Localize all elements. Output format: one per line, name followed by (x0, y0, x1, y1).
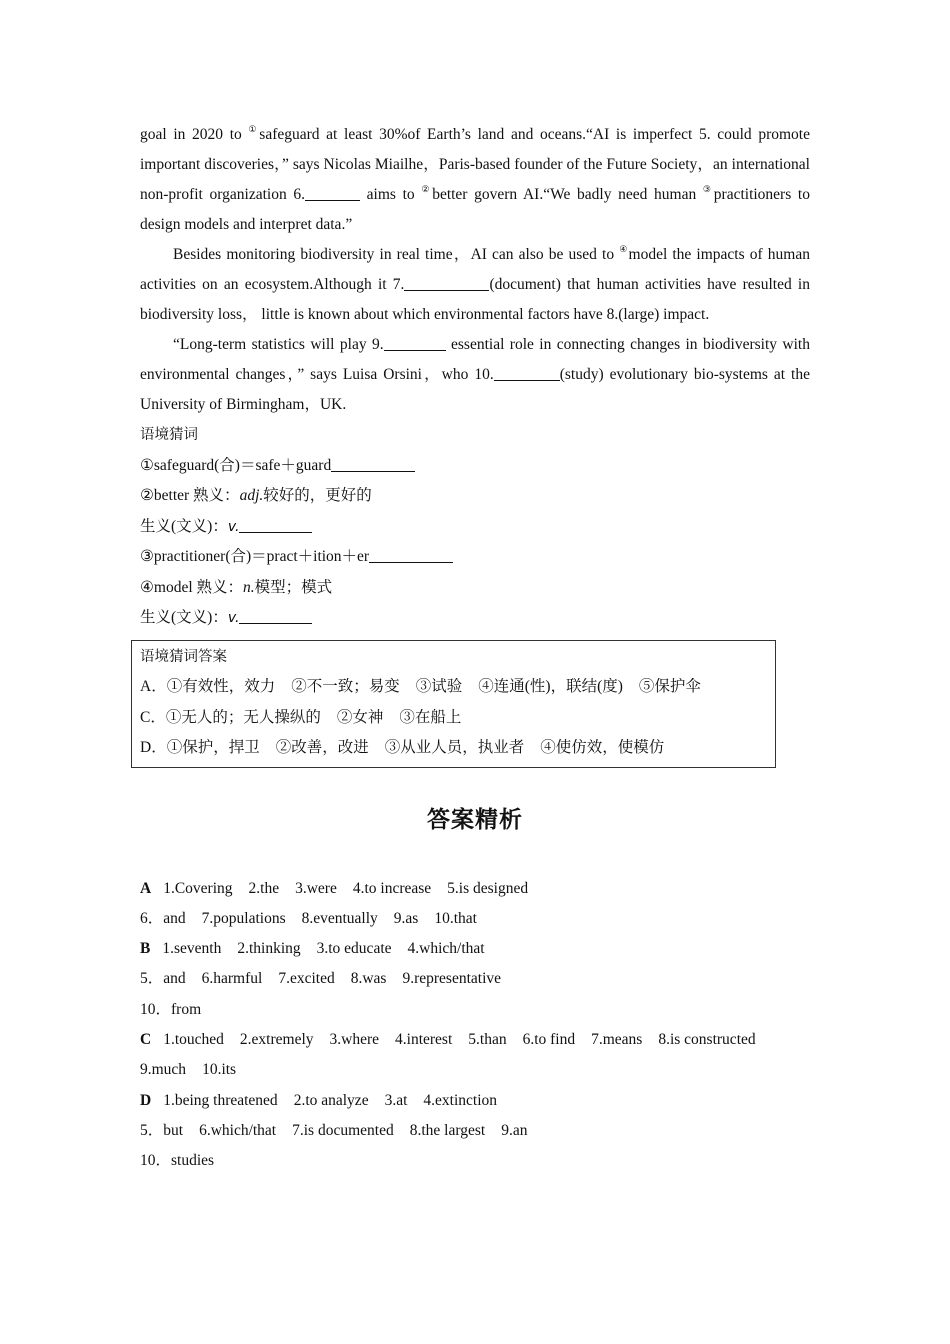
answer-box-row-c: C．①无人的；无人操纵的 ②女神 ③在船上 (140, 708, 462, 726)
answer-row (140, 874, 810, 904)
blank-6[interactable] (305, 184, 360, 201)
answers-title: 答案精析 (427, 806, 523, 833)
answer-row (140, 1086, 810, 1116)
answer-row (140, 1055, 810, 1085)
passage-paragraph-3: “Long-term statistics will play 9. essential role in connecting changes in biodiversity with environmental changes，” says Luisa Orsini，who 10. (study) evolutionary bio-systems at the University of Birmingham，UK. (140, 336, 810, 413)
answer-item: 10．from (140, 1000, 202, 1018)
answer-item: 8.eventually (301, 909, 378, 927)
answer-section-label: A (140, 879, 152, 897)
answer-box-row-d: D．①保护，捍卫 ②改善，改进 ③从业人员，执业者 ④使仿效，使模仿 (140, 739, 665, 756)
answer-item: 9.an (501, 1121, 528, 1139)
answer-section-label: D (140, 1091, 152, 1109)
answer-item: 5．and (140, 970, 186, 988)
answer-row (140, 904, 810, 934)
answer-item: 7.populations (201, 909, 286, 927)
answer-item: 6.to find (522, 1030, 576, 1048)
guess-line-2: ②better 熟义：adj.较好的，更好的 (140, 487, 372, 504)
answer-item: 4.interest (395, 1030, 453, 1048)
answer-box-row-a: A．①有效性，效力 ②不一致；易变 ③试验 ④连通(性)，联结(度) ⑤保护伞 (140, 678, 701, 695)
answer-item: 4.which/that (407, 940, 485, 958)
guess-blank-3[interactable] (369, 546, 453, 563)
answer-item: 4.to increase (352, 879, 432, 897)
guess-heading: 语境猜词 (140, 427, 198, 443)
answer-item: 5.is designed (447, 879, 529, 897)
answer-item: 2.extremely (239, 1030, 314, 1048)
answer-item: 8.is constructed (658, 1030, 756, 1048)
answer-box (131, 640, 776, 768)
answer-section-label: C (140, 1030, 152, 1048)
answer-item: 1.touched (163, 1030, 224, 1048)
guess-blank-2[interactable] (239, 516, 312, 533)
answer-item: 6.which/that (199, 1121, 277, 1139)
answer-row (140, 995, 810, 1025)
answer-item: 10.its (202, 1061, 237, 1079)
answer-item: 1.Covering (163, 879, 233, 897)
answer-row (140, 1146, 810, 1176)
answer-item: 7.excited (278, 970, 335, 988)
answer-item: 2.the (248, 879, 280, 897)
answer-item: 3.at (384, 1091, 408, 1109)
answer-item: 10.that (434, 909, 477, 927)
answer-box-heading: 语境猜词答案 (140, 648, 227, 665)
content (140, 120, 810, 1176)
answer-item: 8.the largest (409, 1121, 486, 1139)
guess-blank-1[interactable] (331, 455, 415, 472)
blank-10[interactable] (494, 364, 560, 381)
answer-item: 5．but (140, 1121, 184, 1139)
answer-item: 3.to educate (316, 940, 392, 958)
answer-item: 4.extinction (423, 1091, 498, 1109)
answer-row (140, 1025, 810, 1055)
answer-item: 6.harmful (201, 970, 263, 988)
answer-item: 10．studies (140, 1152, 215, 1170)
guess-line-6: 生义(文义)：v. (140, 603, 810, 634)
answer-item: 6．and (140, 909, 186, 927)
guess-line-1: ①safeguard(合)＝safe＋guard (140, 451, 810, 482)
passage-paragraph-2: Besides monitoring biodiversity in real time，AI can also be used to ④model the impacts of human activities on an ecosystem.Although it 7. (document) that human activities have resulted in biodiversity loss， little is known about which environmental factors have 8.(large) impact. (140, 244, 810, 323)
answer-item: 2.thinking (237, 940, 301, 958)
answer-row (140, 964, 810, 994)
answer-item: 2.to analyze (293, 1091, 369, 1109)
guess-line-5: ④model 熟义：n.模型；模式 (140, 578, 333, 596)
blank-9[interactable] (384, 334, 446, 351)
answer-item: 7.is documented (292, 1121, 394, 1139)
guess-line-4: ③practitioner(合)＝pract＋ition＋er (140, 542, 810, 573)
answer-item: 9.representative (402, 970, 502, 988)
guess-line-3: 生义(文义)：v. (140, 512, 810, 543)
answer-list (140, 874, 810, 1177)
answer-item: 9.much (140, 1061, 187, 1079)
answer-section-label: B (140, 940, 151, 958)
answer-item: 5.than (468, 1030, 507, 1048)
answer-item: 1.being threatened (163, 1091, 278, 1109)
answer-item: 7.means (591, 1030, 643, 1048)
guess-blank-4[interactable] (239, 607, 312, 624)
passage-paragraph-1: goal in 2020 to ①safeguard at least 30%of Earth’s land and oceans.“AI is imperfect 5. could promote important discoveries，” says Nicolas Miailhe，Paris-based founder of the Future Society，an international non-profit organization 6. aims to ②better govern AI.“We badly need human ③practitioners to design models and interpret data.” (140, 124, 810, 233)
blank-7[interactable] (404, 274, 489, 291)
answer-item: 1.seventh (162, 940, 222, 958)
answer-item: 3.were (295, 879, 337, 897)
answer-item: 9.as (393, 909, 419, 927)
answer-item: 8.was (350, 970, 387, 988)
answer-row (140, 1116, 810, 1146)
answer-row (140, 934, 810, 964)
answer-item: 3.where (329, 1030, 380, 1048)
